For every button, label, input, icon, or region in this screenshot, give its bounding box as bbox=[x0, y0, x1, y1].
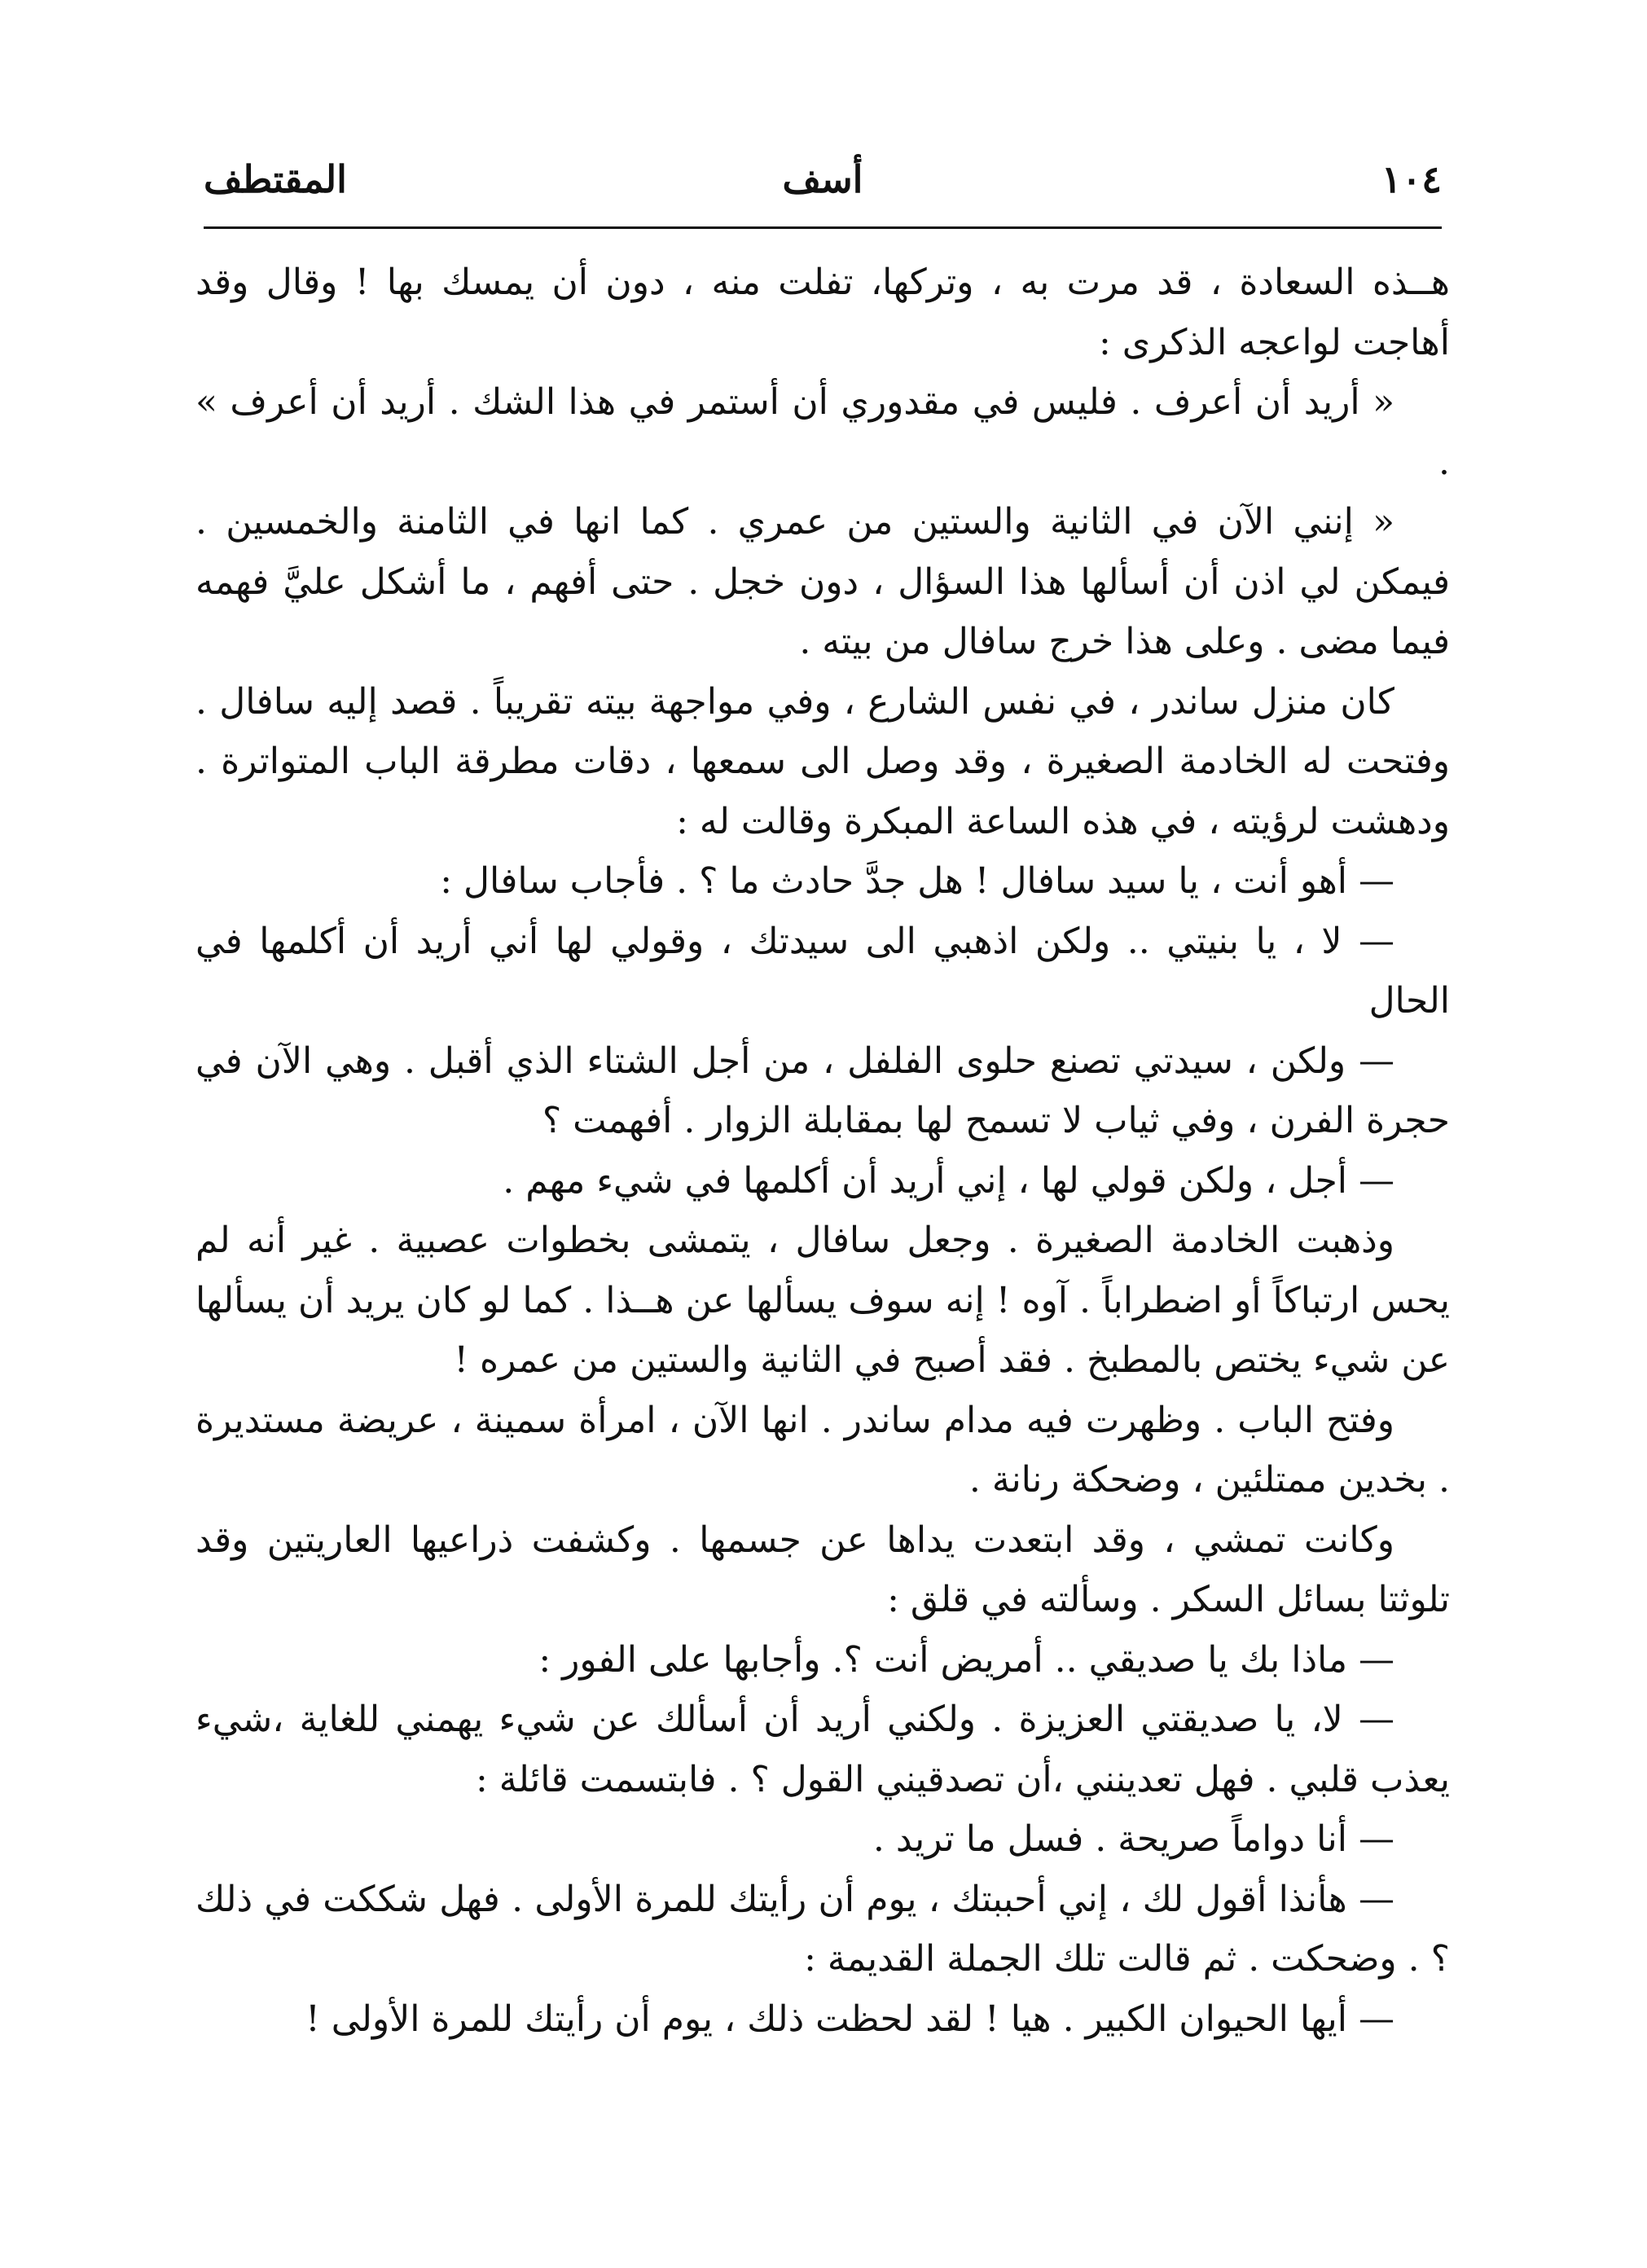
paragraph: « إنني الآن في الثانية والستين من عمري . كما انها في الثامنة والخمسين . فيمكن لي اذن أن أسألها هذا السؤال ، دون خجل . حتى أفهم ، ما أشكل عليَّ فهمه فيما مضى . وعلى هذا خرج سافال من بيته . bbox=[195, 501, 1450, 662]
paragraph: « أريد أن أعرف . فليس في مقدوري أن أستمر في هذا الشك . أريد أن أعرف » . bbox=[195, 381, 1450, 483]
journal-name: المقتطف bbox=[204, 157, 347, 201]
running-head bbox=[204, 147, 1442, 212]
page-number: ١٠٤ bbox=[1381, 157, 1442, 201]
paragraph: كان منزل ساندر ، في نفس الشارع ، وفي مواجهة بيته تقريباً . قصد إليه سافال . وفتحت له الخادمة الصغيرة ، وقد وصل الى سمعها ، دقات مطرقة الباب المتواترة . ودهشت لرؤيته ، في هذه الساعة المبكرة وقالت له : bbox=[195, 680, 1450, 842]
paragraph: وذهبت الخادمة الصغيرة . وجعل سافال ، يتمشى بخطوات عصبية . غير أنه لم يحس ارتباكاً أو اضطراباً . آوه ! إنه سوف يسألها عن هــذا . كما لو كان يريد أن يسألها عن شيء يختص بالمطبخ . فقد أصبح في الثانية والستين من عمره ! bbox=[195, 1220, 1450, 1381]
paragraph: — أيها الحيوان الكبير . هيا ! لقد لحظت ذلك ، يوم أن رأيتك للمرة الأولى ! bbox=[305, 1998, 1394, 2040]
paragraph: — أنا دواماً صريحة . فسل ما تريد . bbox=[872, 1818, 1394, 1860]
paragraph: — أجل ، ولكن قولي لها ، إني أريد أن أكلمها في شيء مهم . bbox=[503, 1159, 1394, 1202]
paragraph: هــذه السعادة ، قد مرت به ، وتركها، تفلت منه ، دون أن يمسك بها ! وقال وقد أهاجت لواعجه الذكرى : bbox=[195, 262, 1450, 363]
body-text bbox=[195, 253, 1450, 2049]
paragraph: — ماذا بك يا صديقي .. أمريض أنت ؟. وأجابها على الفور : bbox=[538, 1638, 1394, 1681]
paragraph: وفتح الباب . وظهرت فيه مدام ساندر . انها الآن ، امرأة سمينة ، عريضة مستديرة . بخدين ممتلئين ، وضحكة رنانة . bbox=[195, 1399, 1450, 1501]
paragraph: — أهو أنت ، يا سيد سافال ! هل جدَّ حادث ما ؟ . فأجاب سافال : bbox=[440, 860, 1394, 902]
paragraph: — هأنذا أقول لك ، إني أحببتك ، يوم أن رأيتك للمرة الأولى . فهل شككت في ذلك ؟ . وضحكت . ثم قالت تلك الجملة القديمة : bbox=[195, 1878, 1450, 1980]
chapter-title: أسف bbox=[782, 157, 863, 201]
paragraph: — ولكن ، سيدتي تصنع حلوى الفلفل ، من أجل الشتاء الذي أقبل . وهي الآن في حجرة الفرن ، وفي ثياب لا تسمح لها بمقابلة الزوار . أفهمت ؟ bbox=[195, 1040, 1450, 1141]
paragraph: — لا، يا صديقتي العزيزة . ولكني أريد أن أسألك عن شيء يهمني للغاية ،شيء يعذب قلبي . فهل تعدينني ،أن تصدقيني القول ؟ . فابتسمت قائلة : bbox=[195, 1699, 1450, 1800]
paragraph: — لا ، يا بنيتي .. ولكن اذهبي الى سيدتك ، وقولي لها أني أريد أن أكلمها في الحال bbox=[195, 920, 1450, 1022]
paragraph: وكانت تمشي ، وقد ابتعدت يداها عن جسمها . وكشفت ذراعيها العاريتين وقد تلوثتا بسائل السكر . وسألته في قلق : bbox=[195, 1519, 1450, 1620]
header-rule bbox=[204, 226, 1442, 229]
